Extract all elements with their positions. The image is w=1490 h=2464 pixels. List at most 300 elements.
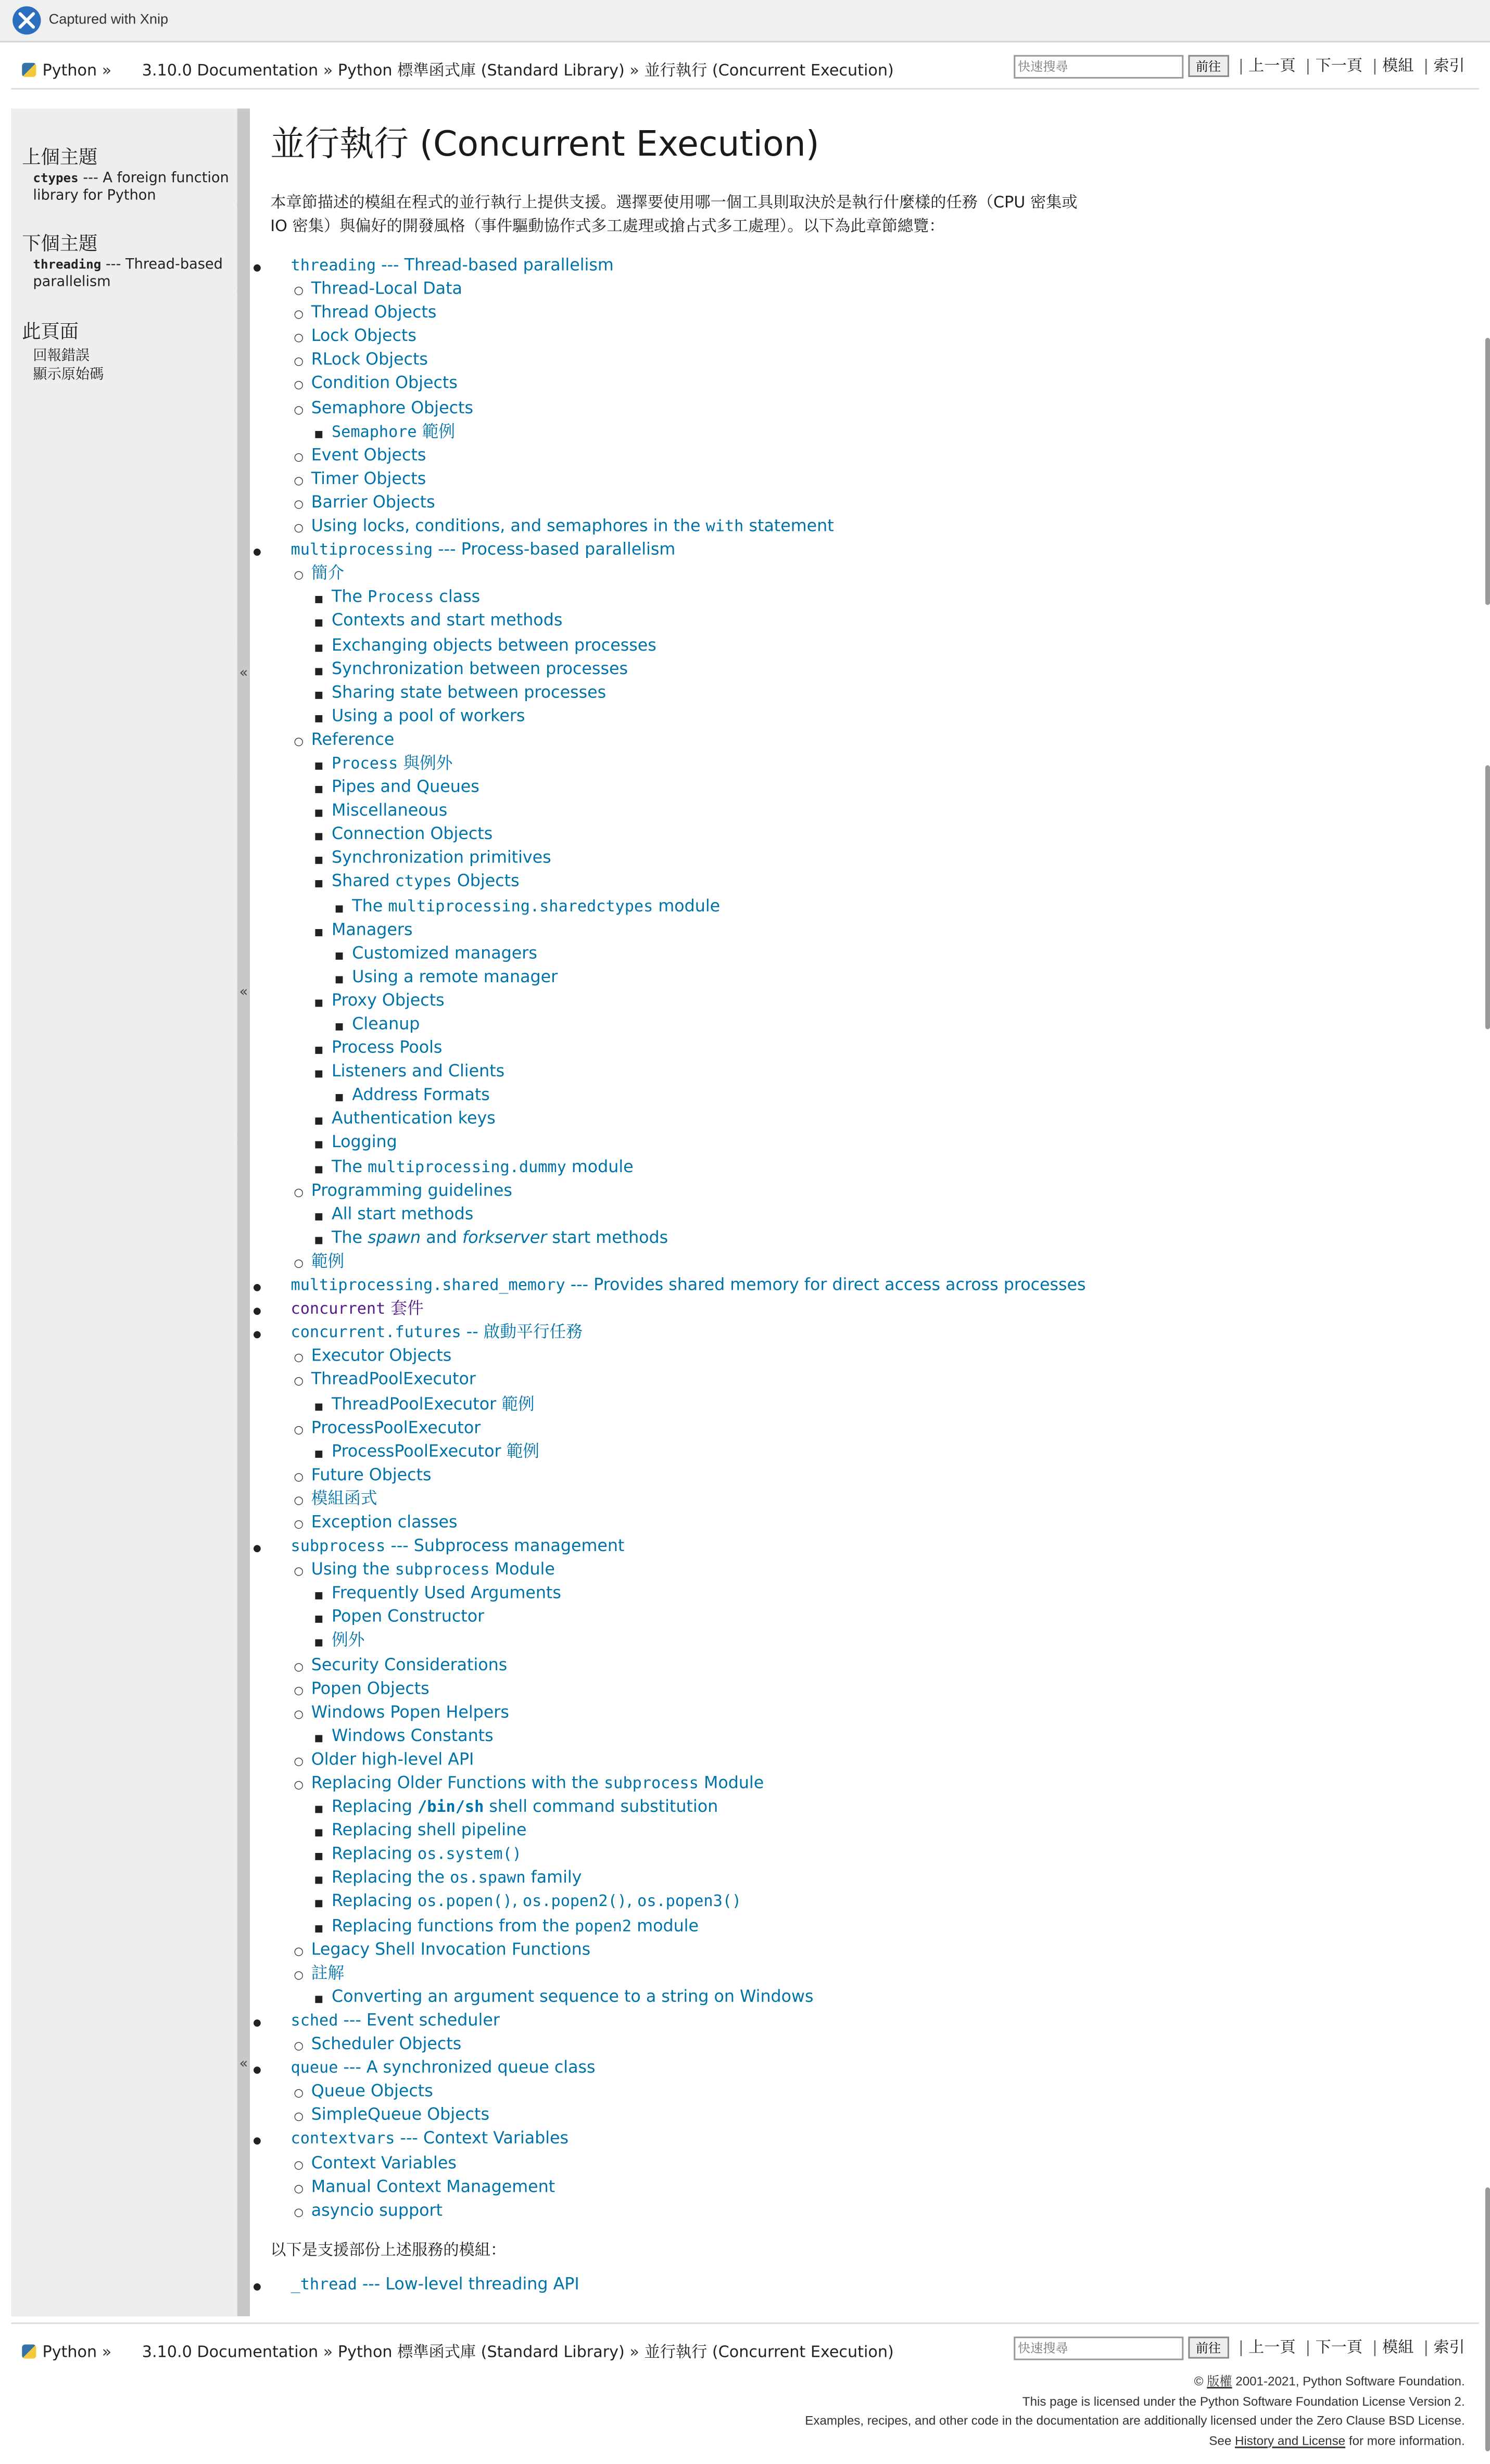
toc-item-level-2 xyxy=(270,1464,1085,1488)
toc-link[interactable] xyxy=(291,2011,500,2030)
toc-item-level-2 xyxy=(270,444,1085,468)
toc-item-level-3 xyxy=(270,1132,1085,1156)
toc-item-level-1 xyxy=(270,1275,1085,1299)
toc-link-code: multiprocessing xyxy=(291,542,433,560)
toc-item-level-3 xyxy=(270,1156,1085,1180)
toc-item-level-3 xyxy=(270,753,1085,777)
toc-item-level-2 xyxy=(270,2200,1085,2224)
toc-link[interactable] xyxy=(311,1679,430,1698)
toc-link[interactable] xyxy=(311,1940,590,1959)
breadcrumb-stdlib[interactable]: Python 標準函式庫 (Standard Library) xyxy=(337,2344,625,2362)
toc-item-level-4 xyxy=(270,895,1085,919)
toc-link-em1: spawn xyxy=(368,1228,421,1248)
toc-item-level-3 xyxy=(270,1915,1085,1939)
toc-link-text: Using a remote manager xyxy=(352,968,558,987)
nav-separator: | xyxy=(1238,2340,1244,2357)
toc-link[interactable] xyxy=(352,968,558,986)
toc-item-level-2 xyxy=(270,468,1085,492)
toc-link-text: asyncio support xyxy=(311,2201,443,2220)
toc-link-text: Security Considerations xyxy=(311,1655,508,1674)
toc-link[interactable] xyxy=(332,1134,397,1152)
toc-item-level-2 xyxy=(270,1369,1085,1393)
toc-link[interactable] xyxy=(332,659,628,678)
toc-link-code: contextvars xyxy=(291,2131,395,2149)
toc-link[interactable] xyxy=(291,1537,625,1556)
toc-link[interactable] xyxy=(311,1371,476,1390)
toc-link[interactable] xyxy=(291,2059,596,2077)
footer-examples: Examples, recipes, and other code in the documentation are additionally licensed under the Zero Clause BSD License. xyxy=(805,2414,1465,2428)
toc-link[interactable] xyxy=(332,636,656,654)
breadcrumb-current[interactable]: 並行執行 (Concurrent Execution) xyxy=(644,2344,894,2362)
toc-link[interactable] xyxy=(291,1324,583,1342)
search-go-button[interactable]: 前往 xyxy=(1188,2336,1229,2358)
toc-item-level-4 xyxy=(270,1013,1085,1037)
toc-item-level-1 xyxy=(270,2010,1085,2034)
nav-actions xyxy=(1013,52,1465,78)
support-table-of-contents xyxy=(270,2274,579,2297)
toc-link[interactable] xyxy=(352,1086,490,1105)
toc-link-code_after: os.system() xyxy=(418,1847,522,1864)
toc-item-level-3 xyxy=(270,681,1085,705)
toc-link-code: Semaphore xyxy=(332,424,417,441)
toc-item-level-3 xyxy=(270,1440,1085,1464)
nav-actions xyxy=(1013,2333,1465,2359)
toc-link-text: SimpleQueue Objects xyxy=(311,2106,489,2125)
toc-link-tail: module xyxy=(566,1157,634,1176)
breadcrumb xyxy=(22,2338,894,2361)
toc-link[interactable] xyxy=(311,1418,481,1437)
toc-link[interactable] xyxy=(311,1252,344,1271)
toc-link[interactable] xyxy=(332,1205,473,1224)
toc-link[interactable] xyxy=(332,1798,718,1817)
toc-item-level-2 xyxy=(270,2081,1085,2105)
toc-link-text: Process Pools xyxy=(332,1038,443,1058)
modules-link[interactable]: 模組 xyxy=(1382,58,1414,75)
toc-link-text: ThreadPoolExecutor 範例 xyxy=(332,1394,535,1414)
toc-link[interactable] xyxy=(332,1893,741,1911)
toc-item-level-2 xyxy=(270,1512,1085,1535)
toc-link-code: Process xyxy=(332,756,398,773)
toc-link[interactable] xyxy=(332,920,412,939)
toc-link-tail: class xyxy=(434,588,481,607)
next-topic-link[interactable] xyxy=(33,256,229,292)
toc-link[interactable] xyxy=(311,1656,508,1674)
toc-link-text: Replacing Older Functions with the xyxy=(311,1774,604,1793)
toc-link[interactable] xyxy=(291,2276,579,2294)
toc-link[interactable] xyxy=(291,256,614,275)
toc-link-text: --- Process-based parallelism xyxy=(433,540,676,560)
toc-item-level-2 xyxy=(270,302,1085,326)
toc-link-text: The xyxy=(332,588,368,607)
toc-link[interactable] xyxy=(332,1110,496,1129)
toc-item-level-3 xyxy=(270,1725,1085,1749)
toc-item-level-3 xyxy=(270,1630,1085,1654)
toc-item-level-3 xyxy=(270,1227,1085,1251)
toc-link[interactable] xyxy=(291,541,676,560)
breadcrumb-docs[interactable]: 3.10.0 Documentation xyxy=(142,2344,319,2362)
toc-link-text: --- A synchronized queue class xyxy=(338,2059,596,2078)
index-link[interactable]: 索引 xyxy=(1433,2340,1465,2357)
toc-link-text: Synchronization between processes xyxy=(332,659,628,678)
toc-item-level-1 xyxy=(270,2274,579,2297)
toc-item-level-2 xyxy=(270,397,1085,421)
toc-link[interactable] xyxy=(332,1584,561,1603)
breadcrumb-docs[interactable]: 3.10.0 Documentation xyxy=(142,62,319,80)
toc-item-level-3 xyxy=(270,634,1085,658)
support-heading: 以下是支援部份上述服務的模組： xyxy=(270,2242,507,2260)
nav-separator: | xyxy=(1423,2340,1429,2357)
capture-title: Captured with Xnip xyxy=(48,11,169,27)
toc-link[interactable] xyxy=(311,1964,344,1983)
toc-item-level-2 xyxy=(270,326,1085,350)
sidebar-collapse-button[interactable] xyxy=(237,108,250,2316)
toc-item-level-3 xyxy=(270,847,1085,871)
toc-link[interactable] xyxy=(311,2201,443,2220)
toc-link-text: Using locks, conditions, and semaphores in the xyxy=(311,517,706,536)
toc-item-level-4 xyxy=(270,943,1085,967)
toc-link-text: Condition Objects xyxy=(311,374,458,394)
toc-link-code2: os.popen2() xyxy=(523,1894,627,1912)
toc-link-text: 模組函式 xyxy=(311,1489,377,1508)
toc-item-level-2 xyxy=(270,1559,1085,1583)
toc-item-level-3 xyxy=(270,800,1085,824)
toc-item-level-2 xyxy=(270,563,1085,587)
toc-link-text: Windows Popen Helpers xyxy=(311,1703,509,1722)
search-go-button[interactable]: 前往 xyxy=(1188,55,1229,77)
toc-link[interactable] xyxy=(311,1490,377,1508)
breadcrumb-python[interactable]: Python xyxy=(42,2344,97,2362)
toc-link[interactable] xyxy=(332,1916,699,1935)
toc-link[interactable] xyxy=(332,778,479,797)
toc-link[interactable] xyxy=(332,1608,484,1627)
toc-item-level-1 xyxy=(270,1298,1085,1322)
toc-link-text: All start methods xyxy=(332,1204,474,1224)
toc-link[interactable] xyxy=(311,351,428,370)
breadcrumb-separator: » xyxy=(102,2344,112,2362)
toc-link-text: Connection Objects xyxy=(332,825,493,844)
toc-link[interactable] xyxy=(332,683,606,702)
toc-link-code_after: popen2 xyxy=(575,1917,632,1936)
toc-link-text: Address Formats xyxy=(352,1086,490,1106)
toc-link-code: multiprocessing.shared_memory xyxy=(291,1277,565,1295)
footer-copyright: © 版權 2001-2021, Python Software Foundation. xyxy=(1194,2374,1465,2389)
toc-link-tail: family xyxy=(525,1869,582,1888)
prev-page-link[interactable]: 上一頁 xyxy=(1248,58,1296,75)
copyright-link[interactable]: 版權 xyxy=(1207,2374,1232,2389)
toc-link-code3: os.popen3() xyxy=(637,1894,742,1912)
toc-link[interactable] xyxy=(332,588,480,607)
toc-item-level-2 xyxy=(270,729,1085,753)
toc-item-level-2 xyxy=(270,1962,1085,1986)
toc-link[interactable] xyxy=(332,1869,582,1888)
breadcrumb-separator: » xyxy=(323,2344,333,2362)
nav-separator: | xyxy=(1305,2340,1311,2357)
toc-item-level-3 xyxy=(270,611,1085,634)
prev-page-link[interactable]: 上一頁 xyxy=(1248,2340,1296,2357)
toc-link-text: --- Event scheduler xyxy=(338,2011,500,2030)
scrollbar-thumb[interactable] xyxy=(1485,765,1490,1029)
toc-link[interactable] xyxy=(311,399,473,417)
page-title: 並行執行 (Concurrent Execution) xyxy=(270,125,819,165)
toc-item-level-1 xyxy=(270,1322,1085,1346)
capture-bar xyxy=(0,0,1490,43)
toc-item-level-1 xyxy=(270,539,1085,563)
toc-link-text: Programming guidelines xyxy=(311,1181,512,1200)
toc-item-level-2 xyxy=(270,2152,1085,2176)
toc-link[interactable] xyxy=(311,1181,512,1200)
toc-link-code: _thread xyxy=(291,2277,357,2294)
python-logo-icon xyxy=(22,2344,36,2358)
toc-link-code_after: ctypes xyxy=(395,874,452,892)
toc-link-text: Executor Objects xyxy=(311,1347,452,1366)
toc-link[interactable] xyxy=(311,446,426,465)
breadcrumb-current[interactable]: 並行執行 (Concurrent Execution) xyxy=(644,62,894,80)
toc-link[interactable] xyxy=(311,1703,509,1722)
toc-item-level-1 xyxy=(270,1535,1085,1559)
toc-link-tail: module xyxy=(653,896,721,916)
toc-link-text: Thread Objects xyxy=(311,303,437,323)
collapse-icon: « xyxy=(239,985,248,1001)
python-logo-icon xyxy=(22,63,36,77)
toc-link-text: Replacing xyxy=(332,1798,418,1817)
toc-link-text: Popen Objects xyxy=(311,1679,430,1698)
toc-link-text: Sharing state between processes xyxy=(332,683,607,702)
toc-link-tail: shell command substitution xyxy=(484,1798,718,1817)
search-input[interactable] xyxy=(1013,2336,1183,2359)
next-page-link[interactable]: 下一頁 xyxy=(1315,2340,1363,2357)
toc-link[interactable] xyxy=(311,2082,433,2101)
toc-link[interactable] xyxy=(291,1276,1086,1295)
toc-link-tail2: , xyxy=(626,1893,638,1912)
top-nav-bar xyxy=(0,44,1490,85)
toc-link[interactable] xyxy=(311,2177,555,2196)
toc-link[interactable] xyxy=(332,1632,364,1650)
scrollbar-thumb[interactable] xyxy=(1485,338,1490,605)
toc-link-code_after: subprocess xyxy=(604,1775,699,1793)
toc-link[interactable] xyxy=(311,1347,452,1366)
bottom-nav-bar xyxy=(0,2326,1490,2366)
toc-item-level-2 xyxy=(270,373,1085,397)
toc-link[interactable] xyxy=(332,1039,442,1058)
breadcrumb-python[interactable]: Python xyxy=(42,62,97,80)
breadcrumb-separator: » xyxy=(629,62,639,80)
toc-link[interactable] xyxy=(352,896,720,915)
toc-link-text: Miscellaneous xyxy=(332,802,448,821)
toc-link-text: ProcessPoolExecutor xyxy=(311,1418,481,1438)
breadcrumb-separator: » xyxy=(629,2344,639,2362)
toc-item-level-3 xyxy=(270,421,1085,444)
toc-link-code_after: os.spawn xyxy=(450,1870,526,1888)
toc-link-text: Contexts and start methods xyxy=(332,612,563,631)
toc-item-level-3 xyxy=(270,1820,1085,1844)
toc-link[interactable] xyxy=(311,730,395,749)
toc-item-level-3 xyxy=(270,1606,1085,1630)
toc-link-text: --- Provides shared memory for direct access across processes xyxy=(565,1276,1086,1295)
toc-link-text: Pipes and Queues xyxy=(332,778,479,797)
toc-link-text: 範例 xyxy=(311,1252,345,1272)
toc-link-text: Thread-Local Data xyxy=(311,280,463,299)
toc-link[interactable] xyxy=(311,517,834,536)
toc-link-text: Synchronization primitives xyxy=(332,849,551,868)
toc-link-text: The xyxy=(352,896,388,916)
toc-link[interactable] xyxy=(332,873,520,892)
toc-item-level-3 xyxy=(270,1109,1085,1133)
collapse-icon: « xyxy=(239,2056,248,2073)
next-topic-heading: 下個主題 xyxy=(22,232,98,255)
toc-link[interactable] xyxy=(311,1560,555,1579)
toc-link[interactable] xyxy=(311,1774,764,1793)
toc-link-text: Proxy Objects xyxy=(332,991,445,1010)
toc-link-text: 例外 xyxy=(332,1632,365,1651)
toc-link-text: --- Thread-based parallelism xyxy=(376,256,614,275)
toc-item-level-3 xyxy=(270,1891,1085,1915)
toc-link-text: Converting an argument sequence to a string on Windows xyxy=(332,1987,814,2006)
toc-link-tail: statement xyxy=(743,517,834,536)
toc-link-text: Replacing xyxy=(332,1845,418,1864)
toc-link[interactable] xyxy=(311,327,416,346)
toc-link[interactable] xyxy=(311,493,435,512)
toc-item-level-2 xyxy=(270,1488,1085,1512)
toc-link[interactable] xyxy=(332,1062,504,1081)
modules-link[interactable]: 模組 xyxy=(1382,2340,1414,2357)
toc-link-text: 註解 xyxy=(311,1963,345,1983)
toc-link-text: Reference xyxy=(311,730,395,750)
toc-link-strong: /bin/sh xyxy=(418,1799,484,1817)
toc-item-level-1 xyxy=(270,2057,1085,2081)
toc-link-text: Listeners and Clients xyxy=(332,1062,505,1082)
toc-item-level-3 xyxy=(270,658,1085,682)
nav-separator: | xyxy=(1305,58,1311,75)
toc-item-level-2 xyxy=(270,349,1085,373)
table-of-contents xyxy=(270,255,1085,2223)
scrollbar-thumb[interactable] xyxy=(1485,2187,1490,2451)
toc-link-code_after: multiprocessing.sharedctypes xyxy=(388,898,653,916)
history-license-link[interactable]: History and License xyxy=(1234,2433,1346,2448)
search-input[interactable] xyxy=(1013,54,1183,78)
toc-link[interactable] xyxy=(332,1988,814,2006)
collapse-icon: « xyxy=(239,666,248,682)
toc-link[interactable] xyxy=(332,992,445,1010)
toc-link[interactable] xyxy=(332,825,493,844)
toc-link-text: 簡介 xyxy=(311,564,345,583)
toc-link-text: Managers xyxy=(332,920,413,939)
toc-link-text: Using a pool of workers xyxy=(332,706,525,726)
prev-topic-link[interactable] xyxy=(33,170,229,206)
toc-link-text: Scheduler Objects xyxy=(311,2035,462,2054)
toc-link-tail: module xyxy=(632,1916,699,1936)
toc-item-level-3 xyxy=(270,1061,1085,1085)
toc-link[interactable] xyxy=(332,1228,668,1247)
toc-link[interactable] xyxy=(311,1513,458,1532)
toc-link[interactable] xyxy=(311,469,426,488)
toc-link[interactable] xyxy=(332,1726,494,1745)
toc-item-level-3 xyxy=(270,587,1085,611)
show-source-link[interactable]: 顯示原始碼 xyxy=(33,367,104,384)
toc-link-text: Popen Constructor xyxy=(332,1608,485,1627)
nav-separator: | xyxy=(1372,2340,1378,2357)
toc-link-text: ThreadPoolExecutor xyxy=(311,1370,476,1390)
toc-item-level-3 xyxy=(270,1393,1085,1417)
toc-link[interactable] xyxy=(311,2154,457,2173)
toc-link-tail: Module xyxy=(698,1774,764,1793)
breadcrumb-stdlib[interactable]: Python 標準函式庫 (Standard Library) xyxy=(337,62,625,80)
toc-link-text: RLock Objects xyxy=(311,351,428,370)
next-page-link[interactable]: 下一頁 xyxy=(1315,58,1363,75)
footer-see: See History and License for more information. xyxy=(1209,2433,1465,2448)
toc-link[interactable] xyxy=(311,2035,462,2054)
toc-link[interactable] xyxy=(332,849,551,868)
toc-item-level-3 xyxy=(270,990,1085,1014)
toc-item-level-2 xyxy=(270,1654,1085,1678)
toc-link[interactable] xyxy=(311,280,462,299)
toc-link-code_after: Process xyxy=(368,590,434,607)
toc-link[interactable] xyxy=(291,2130,569,2149)
toc-link[interactable] xyxy=(352,944,537,963)
toc-item-level-3 xyxy=(270,919,1085,943)
toc-item-level-3 xyxy=(270,777,1085,801)
prev-topic-heading: 上個主題 xyxy=(22,146,98,169)
toc-link[interactable] xyxy=(311,1750,474,1769)
nav-separator: | xyxy=(1372,58,1378,75)
toc-item-level-2 xyxy=(270,2034,1085,2057)
toc-link[interactable] xyxy=(311,375,458,393)
toc-link[interactable] xyxy=(311,1466,432,1484)
report-bug-link[interactable]: 回報錯誤 xyxy=(33,349,90,365)
toc-link-text: Exception classes xyxy=(311,1513,458,1532)
toc-item-level-1 xyxy=(270,2128,1085,2152)
prev-topic-code: ctypes xyxy=(33,171,79,186)
toc-link-text: --- Context Variables xyxy=(395,2129,569,2149)
toc-link[interactable] xyxy=(332,1158,634,1176)
toc-item-level-3 xyxy=(270,871,1085,895)
toc-item-level-2 xyxy=(270,278,1085,302)
toc-link-text: --- Subprocess management xyxy=(385,1536,625,1556)
breadcrumb-separator: » xyxy=(102,62,112,80)
toc-link-code: queue xyxy=(291,2060,338,2078)
toc-link-text: Authentication keys xyxy=(332,1110,496,1129)
toc-link-code: subprocess xyxy=(291,1538,386,1556)
toc-link[interactable] xyxy=(332,1394,535,1413)
footer-license: This page is licensed under the Python Software Foundation License Version 2. xyxy=(1022,2394,1465,2408)
toc-link-text: Queue Objects xyxy=(311,2082,433,2102)
index-link[interactable]: 索引 xyxy=(1433,58,1465,75)
toc-item-level-3 xyxy=(270,1986,1085,2010)
toc-link-tail: start methods xyxy=(547,1228,668,1248)
toc-link[interactable] xyxy=(332,754,452,773)
toc-link[interactable] xyxy=(311,303,437,322)
toc-link[interactable] xyxy=(332,612,562,631)
toc-link-text: 套件 xyxy=(385,1300,424,1319)
toc-link[interactable] xyxy=(311,564,344,583)
toc-item-level-2 xyxy=(270,515,1085,539)
toc-item-level-3 xyxy=(270,705,1085,729)
toc-link-text: Replacing functions from the xyxy=(332,1916,575,1936)
toc-link[interactable] xyxy=(332,802,447,820)
toc-link[interactable] xyxy=(332,422,455,441)
toc-link[interactable] xyxy=(332,1845,522,1864)
toc-link-text: Older high-level API xyxy=(311,1750,474,1770)
toc-link[interactable] xyxy=(311,2106,489,2125)
toc-link[interactable] xyxy=(332,1822,527,1840)
toc-link[interactable] xyxy=(332,1442,539,1460)
toc-link[interactable] xyxy=(291,1300,424,1318)
next-topic-text: --- Thread-based parallelism xyxy=(33,258,223,291)
toc-link-text: Context Variables xyxy=(311,2153,457,2173)
toc-link[interactable] xyxy=(332,707,525,726)
toc-link-text: Exchanging objects between processes xyxy=(332,636,656,655)
toc-link[interactable] xyxy=(352,1015,420,1034)
toc-link-code_after: multiprocessing.dummy xyxy=(368,1159,566,1176)
